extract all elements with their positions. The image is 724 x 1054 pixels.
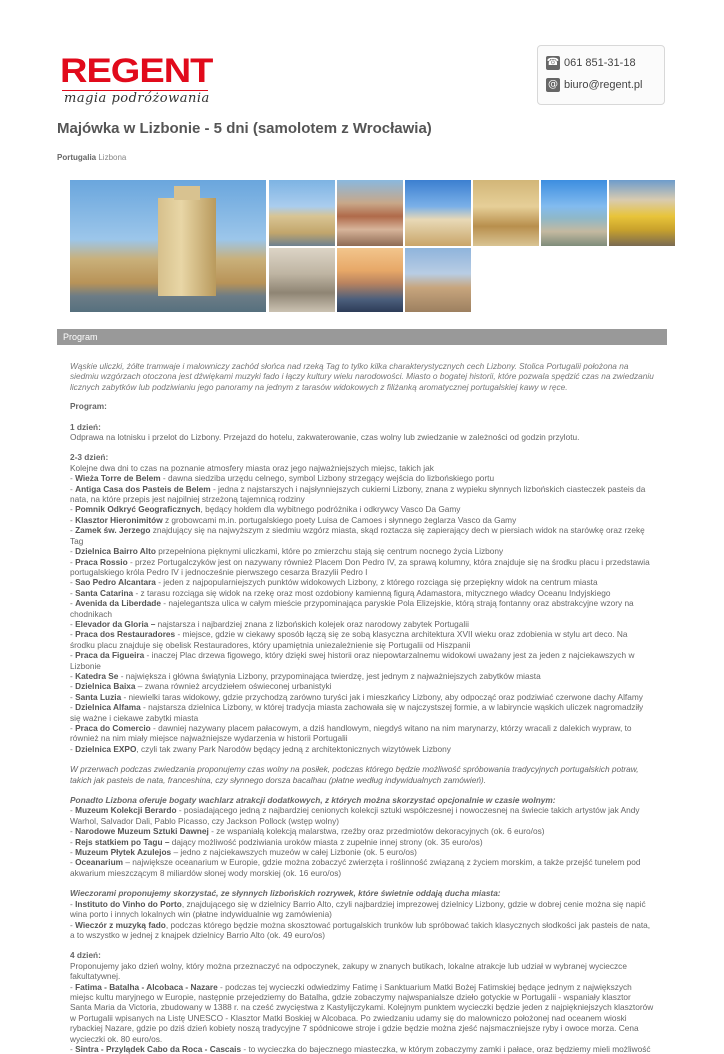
at-icon: @ — [548, 79, 558, 90]
phone-number: 061 851-31-18 — [564, 57, 636, 69]
list-item-desc: - niewielki taras widokowy, gdzie przychodzą zarówno turyści jak i mieszkańcy Lizbony, aby odpocząć oraz podziwiać czerwone dachy Alfamy — [121, 691, 643, 702]
list-item: - Rejs statkiem po Tagu – dający możliwość podziwiania uroków miasta z zupełnie innej strony (ok. 35 euro/os) — [70, 836, 483, 847]
attractions-heading: Ponadto Lizbona oferuje bogaty wachlarz atrakcji dodatkowych, z których można skorzystać opcjonalnie w czasie wolnym: — [70, 795, 556, 806]
gallery-thumbnail[interactable] — [405, 248, 471, 312]
list-item: - Instituto do Vinho do Porto, znajdującego się w dzielnicy Barrio Alto, czyli najbardziej imprezowej dzielnicy Lizbony, gdzie w dobrej cenie można się napić wina porto i innych lokalnych win (płatne indywidualnie wg zamówienia) — [70, 898, 646, 920]
gallery-thumbnail[interactable] — [541, 180, 607, 246]
list-item-desc: znajdujący się na najwyższym z siedmiu wzgórz miasta, skąd roztacza się zapierający dech w piersiach widok na starówkę oraz rzekę Tag — [70, 525, 645, 546]
list-item-desc: - jeden z najpopularniejszych punktów widokowych Lizbony, z którego rozciąga się przepiękny widok na centrum miasta — [155, 577, 598, 588]
day4-intro: Proponujemy jako dzień wolny, który można przeznaczyć na odpoczynek, zakupy w znanych butikach, lokalne atrakcje lub udział w wybranej wycieczce fakultatywnej. — [70, 960, 627, 982]
list-item-name: Sao Pedro Alcantara — [75, 577, 156, 588]
list-item-desc: - najstarsza dzielnica Lizbony, w której tradycja miasta zachowała się w najczystszej formie, a w labiryncie wąskich uliczek nagromadziły się ważne i ciekawe zabytki miasta — [70, 702, 644, 723]
evenings-list — [70, 899, 654, 941]
list-item: - Wieczór z muzyką fado, podczas którego będzie można skosztować portugalskich trunków lub spróbować takich klasycznych słodkości jak pasteis de nata, a to wszystko w jednej z knajpek dzielnicy Barrio Alto (ok. 49 euro/os) — [70, 919, 651, 940]
list-item-desc: - posiadającego jedną z najbardziej cenionych kolekcji sztuki współczesnej i nowoczesnej na świecie takich artystów jak Andy Warhol, Salvador Dali, Pablo Picasso, czy Jackson Pollock (wstęp wolny) — [70, 805, 640, 826]
attractions-list — [70, 805, 654, 878]
evenings-heading: Wieczorami proponujemy skorzystać, ze słynnych lizbońskich rozrywek, które świetnie oddają ducha miasta: — [70, 888, 501, 899]
list-item: - Santa Catarina - z tarasu rozciąga się widok na rzekę oraz most ozdobiony kamienną figurą Adamastora, mitycznego władcy Oceanu Indyjskiego — [70, 587, 611, 598]
list-item-desc: – jedno z najciekawszych muzeów w całej Lizbonie (ok. 5 euro/os) — [171, 847, 417, 858]
contact-box — [537, 45, 665, 105]
list-item-desc: z grobowcami m.in. portugalskiego poety Luisa de Camoes i słynnego żeglarza Vasco da Gamy — [162, 514, 517, 525]
list-item-desc: – największe oceanarium w Europie, gdzie można zobaczyć zwierzęta i roślinność związaną z życiem morskim, a także przejść tunelem pod akwarium mieszczącym 8 miliardów słonej wody morskiej (ok. 16 euro/os) — [70, 857, 641, 878]
gallery-thumbnail[interactable] — [473, 180, 539, 246]
list-item-name: Praca da Figueira — [75, 650, 145, 661]
list-item-desc: - ze wspaniałą kolekcją malarstwa, rzeźby oraz przedmiotów dekoracyjnych (ok. 6 euro/os) — [208, 826, 545, 837]
list-item: - Sao Pedro Alcantara - jeden z najpopularniejszych punktów widokowych Lizbony, z którego rozciąga się przepiękny widok na centrum miasta — [70, 577, 598, 588]
list-item: - Praca dos Restauradores - miejsce, gdzie w ciekawy sposób łączą się ze sobą klasyczna architektura XVII wieku oraz zdobienia w stylu art deco. Na środku placu znajduje się obelisk Restauradores, który upamiętnia uniezależnienie się Portugalii od Hiszpanii — [70, 629, 628, 650]
breadcrumb-country[interactable]: Portugalia — [57, 153, 97, 162]
list-item-desc: , będący hołdem dla wybitnego podróżnika i odkrywcy Vasco Da Gamy — [200, 504, 461, 515]
gallery-thumbnail[interactable] — [609, 180, 675, 246]
gallery-thumbnail[interactable] — [337, 248, 403, 312]
list-item: - Dzielnica EXPO, czyli tak zwany Park Narodów będący jedną z architektonicznych wizytówek Lizbony — [70, 743, 451, 754]
list-item-desc: - z tarasu rozciąga się widok na rzekę oraz most ozdobiony kamienną figurą Adamastora, mitycznego władcy Oceanu Indyjskiego — [133, 587, 611, 598]
list-item-desc: - miejsce, gdzie w ciekawy sposób łączą się ze sobą klasyczna architektura XVII wieku oraz zdobienia w stylu art deco. Na środku placu znajduje się obelisk Restauradores, który upamiętnia uniezależnienie się Portugalii od Hiszpanii — [70, 629, 628, 650]
list-item: - Dzielnica Bairro Alto przepełniona pięknymi uliczkami, które po zmierzchu stają się centrum nocnego życia Lizbony — [70, 546, 504, 557]
contact-phone[interactable] — [546, 52, 656, 74]
list-item-name: Praca dos Restauradores — [75, 629, 176, 640]
list-item-name: Dzielnica Alfama — [75, 702, 141, 713]
list-item-name: Fatima - Batalha - Alcobaca - Nazare — [75, 981, 218, 992]
list-item-desc: - inaczej Plac drzewa figowego, który dzięki swej historii oraz niepowtarzalnemu widokowi uważany jest za jeden z najciekawszych w Lizbonie — [70, 650, 635, 671]
list-item-desc: - dawniej nazywany placem pałacowym, a dziś handlowym, niegdyś witano na nim marynarzy, którzy wracali z dalekich wypraw, to również na nim miały miejsce najważniejsze wydarzenia w historii Portugalii — [70, 723, 632, 744]
page-title: Majówka w Lizbonie - 5 dni (samolotem z Wrocławia) — [57, 120, 432, 137]
list-item: - Antiga Casa dos Pasteis de Belem - jedna z najstarszych i najsłynniejszych cukierni Lizbony, znana z wypieku słynnych lizbońskich ciasteczek pasteis da nata, na które przepis jest najpilniej strzeżoną tajemnicą rodziny — [70, 483, 646, 505]
contact-email[interactable] — [546, 74, 656, 96]
list-item-name: Praca Rossio — [75, 556, 128, 567]
phone-icon: ☎ — [546, 57, 560, 68]
list-item-desc: - dawna siedziba urzędu celnego, symbol Lizbony strzegący wejścia do lizbońskiego portu — [160, 473, 495, 484]
list-item-name: Pomnik Odkryć Geograficznych — [75, 504, 201, 515]
list-item: - Santa Luzia - niewielki taras widokowy, gdzie przychodzą zarówno turyści jak i mieszkańcy Lizbony, aby odpocząć oraz podziwiać czerwone dachy Alfamy — [70, 691, 643, 702]
list-item: - Dzielnica Baixa – zwana również arcydziełem oświeconej urbanistyki — [70, 681, 332, 692]
list-item-desc: – zwana również arcydziełem oświeconej urbanistyki — [135, 681, 332, 692]
list-item-name: Narodowe Muzeum Sztuki Dawnej — [75, 826, 209, 837]
program-content — [70, 361, 654, 1054]
list-item-name: Antiga Casa dos Pasteis de Belem — [75, 483, 211, 494]
breadcrumb-city[interactable]: Lizbona — [98, 153, 127, 162]
gallery-main-photo[interactable] — [70, 180, 266, 312]
regent-logo[interactable] — [60, 46, 212, 106]
list-item-name: Klasztor Hieronimitów — [75, 514, 163, 525]
list-item-name: Dzielnica Bairro Alto — [75, 546, 156, 557]
list-item-name: Dzielnica EXPO — [75, 743, 137, 754]
list-item-desc: - przez Portugalczyków jest on nazywany również Placem Don Pedro IV, za sprawą kolumny, która znajduje się na środku placu i przedstawia portugalskiego króla Pedro IV i jednocześnie pierwszego cesarza Brazylii Pedro I — [70, 556, 650, 577]
tower-shape — [158, 198, 216, 296]
list-item-name: Muzeum Kolekcji Berardo — [75, 805, 177, 816]
list-item: - Sintra - Przylądek Cabo da Roca - Cascais - to wycieczka do bajecznego miasteczka, w którym zobaczymy zamki i pałace, oraz będziemy mieli możliwość — [70, 1043, 651, 1054]
list-item-name: Oceanarium — [75, 857, 124, 868]
list-item-name: Wieża Torre de Belem — [75, 473, 161, 484]
day1-text: Odprawa na lotnisku i przelot do Lizbony. Przejazd do hotelu, zakwaterowanie, czas wolny lub zwiedzanie w zależności od godzin przylotu. — [70, 432, 580, 443]
list-item-name: Rejs statkiem po Tagu – — [75, 836, 170, 847]
list-item: - Klasztor Hieronimitów z grobowcami m.in. portugalskiego poety Luisa de Camoes i słynnego żeglarza Vasco da Gamy — [70, 514, 517, 525]
day4-heading: 4 dzień: — [70, 950, 101, 961]
program-section-header: Program — [57, 329, 667, 345]
list-item-name: Santa Catarina — [75, 587, 134, 598]
list-item-name: Sintra - Przylądek Cabo da Roca - Cascais — [75, 1043, 242, 1054]
list-item: - Praca Rossio - przez Portugalczyków jest on nazywany również Placem Don Pedro IV, za sprawą kolumny, która znajduje się na środku placu i przedstawia portugalskiego króla Pedro IV i jednocześnie pierwszego cesarza Brazylii Pedro I — [70, 556, 650, 577]
list-item-name: Avenida da Liberdade — [75, 598, 161, 609]
list-item: - Elevador da Gloria – najstarsza i najbardziej znana z lizbońskich kolejek oraz narodowy zabytek Portugalii — [70, 618, 469, 629]
day23-heading: 2-3 dzień: — [70, 452, 109, 463]
list-item-name: Zamek św. Jerzego — [75, 525, 151, 536]
list-item-desc: - to wycieczka do bajecznego miasteczka, w którym zobaczymy zamki i pałace, oraz będziemy mieli możliwość — [241, 1043, 651, 1054]
gallery-thumbnail[interactable] — [405, 180, 471, 246]
list-item: - Narodowe Muzeum Sztuki Dawnej - ze wspaniałą kolekcją malarstwa, rzeźby oraz przedmiotów dekoracyjnych (ok. 6 euro/os) — [70, 826, 545, 837]
list-item-desc: przepełniona pięknymi uliczkami, które po zmierzchu stają się centrum nocnego życia Lizbony — [155, 546, 504, 557]
list-item-desc: , podczas którego będzie można skosztować portugalskich trunków lub spróbować takich klasycznych słodkości jak pasteis de nata, a to wszystko w jednej z knajpek dzielnicy Barrio Alto (ok. 49 euro/os) — [70, 919, 651, 940]
list-item-desc: , czyli tak zwany Park Narodów będący jedną z architektonicznych wizytówek Lizbony — [136, 743, 451, 754]
list-item-name: Katedra Se — [75, 670, 119, 681]
day1-heading: 1 dzień: — [70, 421, 101, 432]
list-item-desc: najstarsza i najbardziej znana z lizbońskich kolejek oraz narodowy zabytek Portugalii — [155, 618, 469, 629]
list-item-desc: , znajdującego się w dzielnicy Barrio Alto, czyli najbardziej imprezowej dzielnicy Lizbony, gdzie w dobrej cenie można się napić wina porto i innych lokalnych win (płatne indywidualnie wg zamówienia) — [70, 898, 646, 920]
list-item: - Praca da Figueira - inaczej Plac drzewa figowego, który dzięki swej historii oraz niepowtarzalnemu widokowi uważany jest za jeden z najciekawszych w Lizbonie — [70, 650, 635, 671]
email-address: biuro@regent.pl — [564, 79, 643, 91]
list-item-desc: - największa i główna świątynia Lizbony, przypominająca twierdzę, jest jednym z najważniejszych zabytków miasta — [118, 670, 541, 681]
list-item-name: Elevador da Gloria – — [75, 618, 156, 629]
gallery-thumbnail[interactable] — [337, 180, 403, 246]
list-item-desc: - najelegantsza ulica w całym mieście przypominająca paryskie Pola Elizejskie, którą strają fontanny oraz abstrakcyjne wzory na chodnikach — [70, 598, 634, 619]
list-item: - Zamek św. Jerzego znajdujący się na najwyższym z siedmiu wzgórz miasta, skąd roztacza się zapierający dech w piersiach widok na starówkę oraz rzekę Tag — [70, 525, 645, 546]
gallery-thumbnail[interactable] — [269, 248, 335, 312]
program-heading: Program: — [70, 401, 107, 412]
list-item: - Avenida da Liberdade - najelegantsza ulica w całym mieście przypominająca paryskie Pola Elizejskie, którą strają fontanny oraz abstrakcyjne wzory na chodnikach — [70, 598, 634, 619]
list-item-name: Instituto do Vinho do Porto — [75, 898, 182, 909]
list-item-desc: dający możliwość podziwiania uroków miasta z zupełnie innej strony (ok. 35 euro/os) — [169, 836, 483, 847]
gallery-thumbnail[interactable] — [269, 180, 335, 246]
logo-word: REGENT — [60, 52, 213, 90]
list-item: - Katedra Se - największa i główna świątynia Lizbony, przypominająca twierdzę, jest jednym z najważniejszych zabytków miasta — [70, 670, 541, 681]
list-item: - Muzeum Płytek Azulejos – jedno z najciekawszych muzeów w całej Lizbonie (ok. 5 euro/os) — [70, 847, 417, 858]
list-item-name: Praca do Comercio — [75, 723, 151, 733]
list-item: - Pomnik Odkryć Geograficznych, będący hołdem dla wybitnego podróżnika i odkrywcy Vasco Da Gamy — [70, 504, 461, 515]
intro-text: Wąskie uliczki, żółte tramwaje i malowniczy zachód słońca nad rzeką Tag to tylko kilka charakterystycznych cech Lizbony. Stolica Portugalii położona na siedmiu wzgórzach otoczona jest dźwiękami muzyki fado i łączy kultury wielu narodowości. Miasto o bogatej historii, które pozwala spędzić czas na zwiedzaniu licznych zabytków lub podziwianiu jego panoramy na jednym z tarasów widokowych z filiżanką aromatycznej portugalskiej kawy w ręce. — [70, 361, 654, 392]
breadcrumb — [57, 153, 126, 162]
day23-intro: Kolejne dwa dni to czas na poznanie atmosfery miasta oraz jego najważniejszych miejsc, takich jak — [70, 462, 434, 473]
list-item-name: Santa Luzia — [75, 691, 122, 702]
list-item: - Oceanarium – największe oceanarium w Europie, gdzie można zobaczyć zwierzęta i roślinność związaną z życiem morskim, a także przejść tunelem pod akwarium mieszczącym 8 miliardów słonej wody morskiej (ok. 16 euro/os) — [70, 857, 641, 878]
logo-tagline: magia podróżowania — [64, 91, 210, 106]
list-item: - Dzielnica Alfama - najstarsza dzielnica Lizbony, w której tradycja miasta zachowała się w najczystszej formie, a w labiryncie wąskich uliczek nagromadziły się ważne i ciekawe zabytki miasta — [70, 702, 644, 723]
list-item-name: Dzielnica Baixa — [75, 681, 136, 692]
list-item: - Muzeum Kolekcji Berardo - posiadającego jedną z najbardziej cenionych kolekcji sztuki współczesnej i nowoczesnej na świecie takich artystów jak Andy Warhol, Salvador Dali, Pablo Picasso, czy Jackson Pollock (wstęp wolny) — [70, 805, 640, 826]
list-item-desc: - jedna z najstarszych i najsłynniejszych cukierni Lizbony, znana z wypieku słynnych lizbońskich ciasteczek pasteis da nata, na które przepis jest najpilniej strzeżoną tajemnicą rodziny — [70, 483, 646, 505]
list-item-name: Muzeum Płytek Azulejos — [75, 847, 172, 858]
list-item: - Wieża Torre de Belem - dawna siedziba urzędu celnego, symbol Lizbony strzegący wejścia do lizbońskiego portu — [70, 473, 495, 484]
list-item: - Fatima - Batalha - Alcobaca - Nazare - podczas tej wycieczki odwiedzimy Fatimę i Sanktuarium Matki Bożej Fatimskiej będące jednym z największych miejsc kultu maryjnego w Europie, następnie przejedziemy do Batalha, gdzie zobaczymy najwspanialsze dzieło gotyckie w Portugalii - wspaniały klasztor Santa Maria da Victoria, zbudowany w 1388 r. na cześć zwycięstwa z Kastylijczykami. Kolejnym punktem wycieczki będzie jeden z najpiękniejszych klasztorów w Portugalii wpisanych na Listę UNESCO - Klasztor Matki Boskiej w Alcobaca. Po zwiedzaniu udamy się do malowniczo położonej nad oceanem wioski rybackiej Nazare, gdzie po dziś dzień kobiety noszą tradycyjne 7 spódnicowe stroje i gdzie będzie można zjeść najsmaczniejsze ryby i owoce morza. Cena wycieczki ok. 80 euro/os. — [70, 981, 654, 1044]
free-time-note: W przerwach podczas zwiedzania proponujemy czas wolny na posiłek, podczas którego będzie możliwość spróbowania tradycyjnych portugalskich potraw, takich jak pasteis de nata, franceshina, czy słynnego dorsza bacalhau (płatne według indywidualnych zamówień). — [70, 764, 639, 785]
day23-list — [70, 473, 654, 754]
list-item-name: Wieczór z muzyką fado — [75, 919, 166, 930]
list-item: - Praca do Comercio - dawniej nazywany placem pałacowym, a dziś handlowym, niegdyś witano na nim marynarzy, którzy wracali z dalekich wypraw, to również na nim miały miejsce najważniejsze wydarzenia w historii Portugalii — [70, 723, 632, 744]
list-item-desc: - podczas tej wycieczki odwiedzimy Fatimę i Sanktuarium Matki Bożej Fatimskiej będące jednym z największych miejsc kultu maryjnego w Europie, następnie przejedziemy do Batalha, gdzie zobaczymy najwspanialsze dzieło gotyckie w Portugalii - wspaniały klasztor Santa Maria da Victoria, zbudowany w 1388 r. na cześć zwycięstwa z Kastylijczykami. Kolejnym punktem wycieczki będzie jeden z najpiękniejszych klasztorów w Portugalii wpisanych na Listę UNESCO - Klasztor Matki Boskiej w Alcobaca. Po zwiedzaniu udamy się do malowniczo położonej nad oceanem wioski rybackiej Nazare, gdzie po dziś dzień kobiety noszą tradycyjne 7 spódnicowe stroje i gdzie będzie można zjeść najsmaczniejsze ryby i owoce morza. Cena wycieczki ok. 80 euro/os. — [70, 981, 654, 1044]
day4-list — [70, 982, 654, 1054]
